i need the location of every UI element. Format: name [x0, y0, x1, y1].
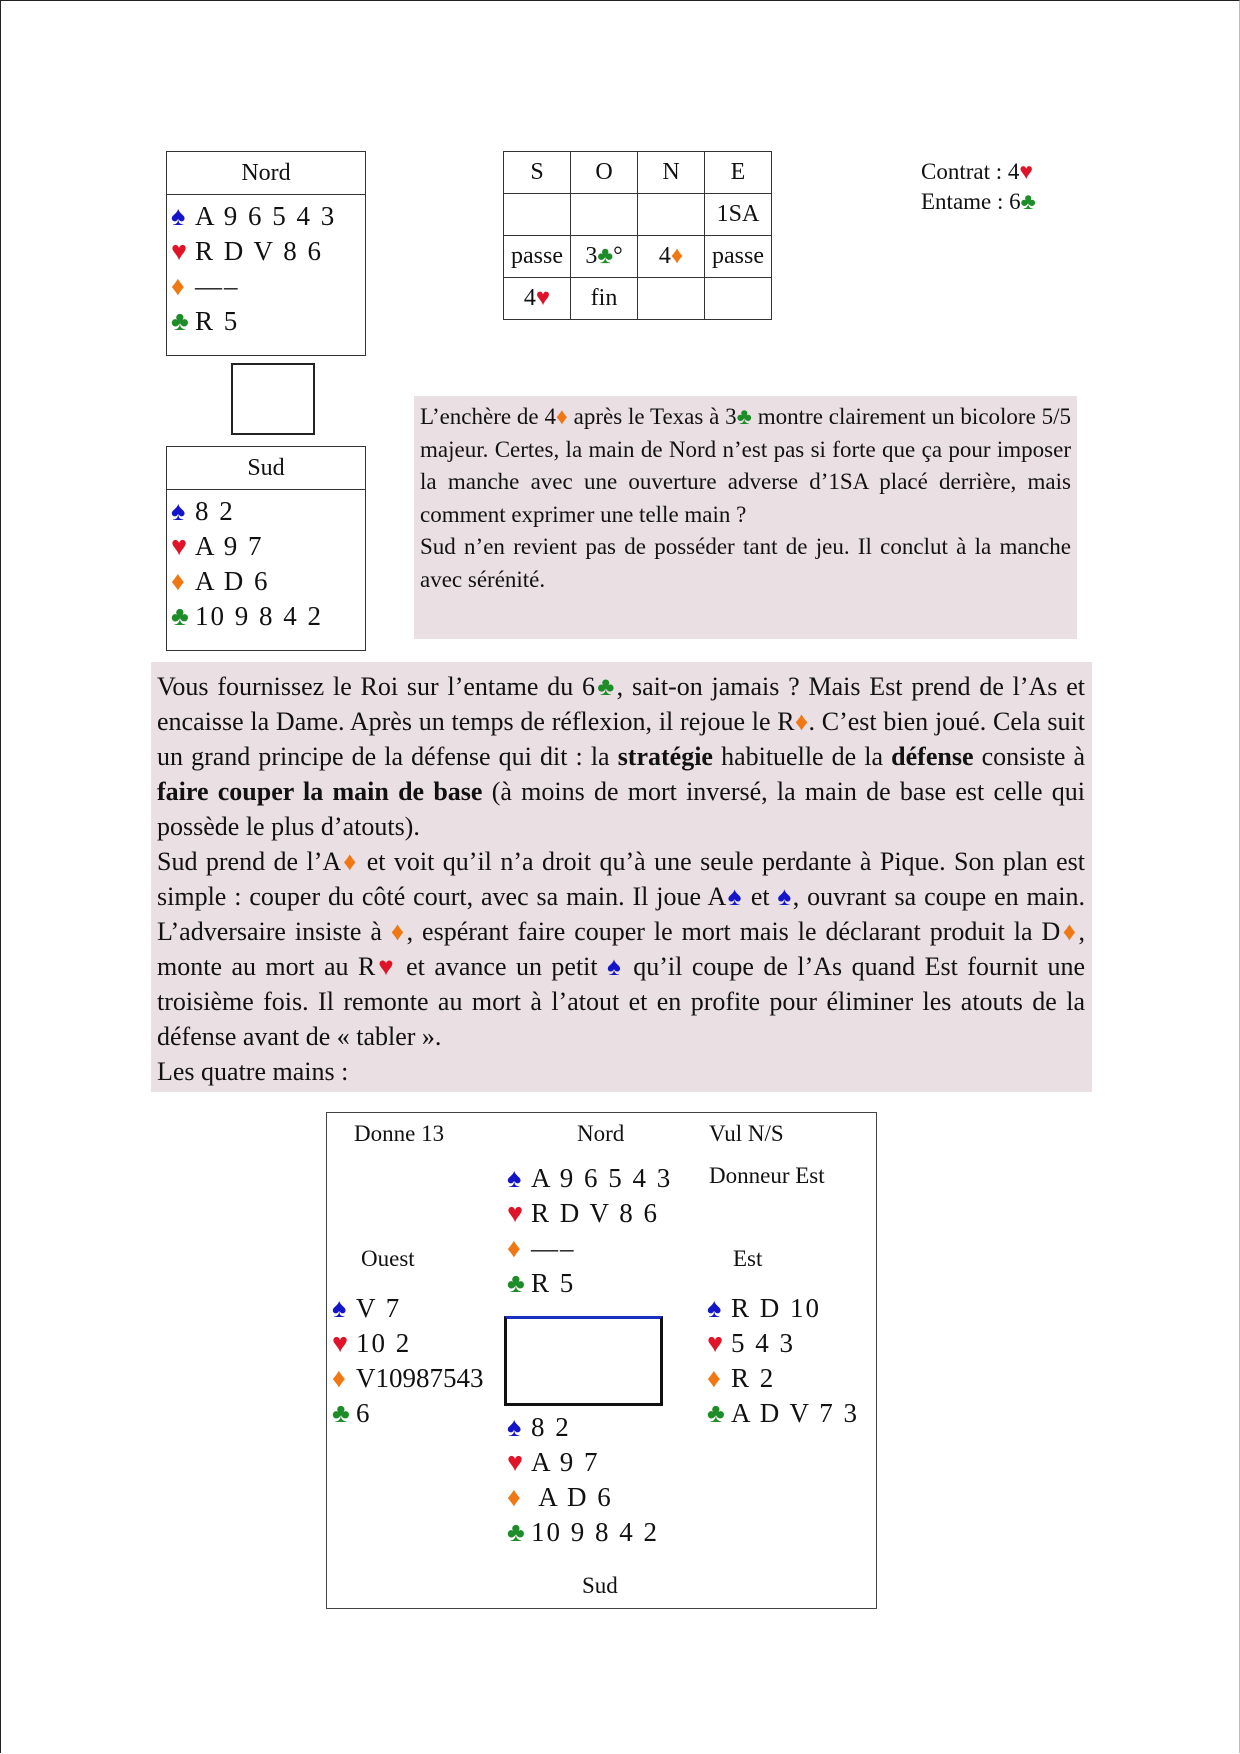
deal-west-diamonds: ♦ V10987543 [332, 1361, 484, 1396]
spade-icon: ♠ [707, 1293, 724, 1323]
deal-north-clubs: ♣ R 5 [507, 1266, 672, 1301]
spade-icon: ♠ [332, 1293, 349, 1323]
full-deal-diagram [326, 1112, 877, 1609]
deal-vulnerability: Vul N/S [709, 1121, 784, 1146]
comment-paragraph: Sud n’en revient pas de posséder tant de jeu. Il conclut à la manche avec sérénité. [420, 534, 1071, 592]
deal-east-hand [707, 1291, 859, 1431]
south-clubs: ♣ 10 9 8 4 2 [171, 599, 365, 634]
club-icon: ♣ [507, 1268, 527, 1298]
heart-icon: ♥ [171, 236, 190, 266]
spade-icon: ♠ [507, 1163, 524, 1193]
north-hand-box [166, 151, 366, 356]
club-icon: ♣ [332, 1398, 352, 1428]
bidding-comment [414, 396, 1077, 639]
south-diamonds: ♦ A D 6 [171, 564, 365, 599]
club-icon: ♣ [597, 243, 614, 269]
club-icon: ♣ [707, 1398, 727, 1428]
comment-paragraph: Les quatre mains : [157, 1057, 349, 1086]
diamond-icon: ♦ [707, 1363, 723, 1393]
club-icon: ♣ [171, 306, 191, 336]
diamond-icon: ♦ [390, 917, 407, 946]
bid-cell: passe [705, 236, 772, 278]
deal-north-hand [507, 1161, 672, 1301]
bid-cell: fin [571, 278, 638, 320]
south-hand-box [166, 446, 366, 651]
deal-west-label: Ouest [361, 1246, 415, 1271]
deal-south-clubs: ♣ 10 9 8 4 2 [507, 1515, 659, 1550]
bid-header-n: N [638, 152, 705, 194]
deal-number: Donne 13 [354, 1121, 445, 1146]
bid-cell: 4♥ [504, 278, 571, 320]
south-hand-title: Sud [167, 447, 365, 490]
table-square [231, 363, 315, 435]
diamond-icon: ♦ [1060, 917, 1079, 946]
heart-icon: ♥ [707, 1328, 726, 1358]
bid-cell [504, 194, 571, 236]
bid-cell: 1SA [705, 194, 772, 236]
diamond-icon: ♦ [794, 707, 809, 736]
heart-icon: ♥ [332, 1328, 351, 1358]
bid-cell: 4♦ [638, 236, 705, 278]
south-hearts: ♥ A 9 7 [171, 529, 365, 564]
bidding-row [504, 236, 772, 278]
bid-cell [705, 278, 772, 320]
diamond-icon: ♦ [171, 271, 187, 301]
deal-south-spades: ♠ 8 2 [507, 1410, 659, 1445]
deal-south-diamonds: ♦ A D 6 [507, 1480, 659, 1515]
north-clubs: ♣ R 5 [171, 304, 365, 339]
deal-south-hand [507, 1410, 659, 1550]
comment-paragraph: L’enchère de 4♦ après le Texas à 3♣ montre clairement un bicolore 5/5 majeur. Certes, la main de Nord n’est pas si forte que ça pour imposer la manche avec une ouverture adverse d’1SA placé derrière, mais comment exprimer une telle main ? [420, 404, 1071, 527]
north-hearts: ♥ R D V 8 6 [171, 234, 365, 269]
north-diamonds: ♦ —– [171, 269, 365, 304]
heart-icon: ♥ [507, 1198, 526, 1228]
bid-header-o: O [571, 152, 638, 194]
south-spades: ♠ 8 2 [171, 494, 365, 529]
bid-cell: passe [504, 236, 571, 278]
bid-header-s: S [504, 152, 571, 194]
heart-icon: ♥ [507, 1447, 526, 1477]
north-hand-title: Nord [167, 152, 365, 195]
diamond-icon: ♦ [670, 243, 684, 269]
deal-south-hearts: ♥ A 9 7 [507, 1445, 659, 1480]
lead-line: Entame : 6♣ [921, 189, 1036, 214]
deal-west-hearts: ♥ 10 2 [332, 1326, 484, 1361]
play-comment [151, 662, 1092, 1092]
contract-line: Contrat : 4♥ [921, 159, 1034, 184]
deal-west-spades: ♠ V 7 [332, 1291, 484, 1326]
heart-icon: ♥ [535, 285, 551, 311]
diamond-icon: ♦ [507, 1233, 523, 1263]
spade-icon: ♠ [507, 1412, 524, 1442]
bid-cell [638, 278, 705, 320]
spade-icon: ♠ [171, 201, 188, 231]
spade-icon: ♠ [607, 952, 624, 981]
bidding-table [503, 151, 772, 320]
club-icon: ♣ [507, 1517, 527, 1547]
comment-paragraph: Vous fournissez le Roi sur l’entame du 6♣, sait-on jamais ? Mais Est prend de l’As et encaisse la Dame. Après un temps de réflexion, il rejoue le R♦. C’est bien joué. Cela suit un grand principe de la défense qui dit : la stratégie habituelle de la défense consiste à faire couper la main de base (à moins de mort inversé, la main de base est celle qui possède le plus d’atouts). [157, 672, 1085, 841]
bid-header-e: E [705, 152, 772, 194]
heart-icon: ♥ [375, 952, 397, 981]
comment-paragraph: Sud prend de l’A♦ et voit qu’il n’a droit qu’à une seule perdante à Pique. Son plan est simple : couper du côté court, avec sa main. Il joue A♠ et ♠, ouvrant sa coupe en main. L’adversaire insiste à ♦, espérant faire couper le mort mais le déclarant produit la D♦, monte au mort au R♥ et avance un petit ♠ qu’il coupe de l’As quand Est fournit une troisième fois. Il remonte au mort à l’atout et en profite pour éliminer les atouts de la défense avant de « tabler ». [157, 847, 1086, 1051]
deal-west-clubs: ♣ 6 [332, 1396, 484, 1431]
diamond-icon: ♦ [332, 1363, 348, 1393]
spade-icon: ♠ [171, 496, 188, 526]
deal-east-spades: ♠ R D 10 [707, 1291, 859, 1326]
diamond-icon: ♦ [341, 847, 359, 876]
club-icon: ♣ [736, 404, 752, 429]
deal-south-label: Sud [582, 1573, 618, 1598]
north-spades: ♠ A 9 6 5 4 3 [171, 199, 365, 234]
club-icon: ♣ [1020, 189, 1036, 214]
bidding-row [504, 194, 772, 236]
deal-table-square [504, 1316, 663, 1406]
deal-east-clubs: ♣ A D V 7 3 [707, 1396, 859, 1431]
bid-cell [571, 194, 638, 236]
diamond-icon: ♦ [555, 404, 568, 429]
diamond-icon: ♦ [171, 566, 187, 596]
deal-east-diamonds: ♦ R 2 [707, 1361, 859, 1396]
deal-east-hearts: ♥ 5 4 3 [707, 1326, 859, 1361]
heart-icon: ♥ [171, 531, 190, 561]
deal-north-hearts: ♥ R D V 8 6 [507, 1196, 672, 1231]
deal-east-label: Est [733, 1246, 763, 1271]
heart-icon: ♥ [1019, 159, 1034, 184]
spade-icon: ♠ [777, 882, 793, 911]
bid-cell [638, 194, 705, 236]
deal-north-label: Nord [577, 1121, 625, 1146]
club-icon: ♣ [595, 672, 617, 701]
club-icon: ♣ [171, 601, 191, 631]
diamond-icon: ♦ [507, 1482, 523, 1512]
contract-info [921, 157, 1036, 217]
deal-north-spades: ♠ A 9 6 5 4 3 [507, 1161, 672, 1196]
deal-west-hand [332, 1291, 484, 1431]
deal-dealer: Donneur Est [709, 1163, 825, 1188]
bid-cell: 3♣° [571, 236, 638, 278]
deal-north-diamonds: ♦ —– [507, 1231, 672, 1266]
bidding-row [504, 278, 772, 320]
bidding-header-row [504, 152, 772, 194]
spade-icon: ♠ [726, 882, 743, 911]
